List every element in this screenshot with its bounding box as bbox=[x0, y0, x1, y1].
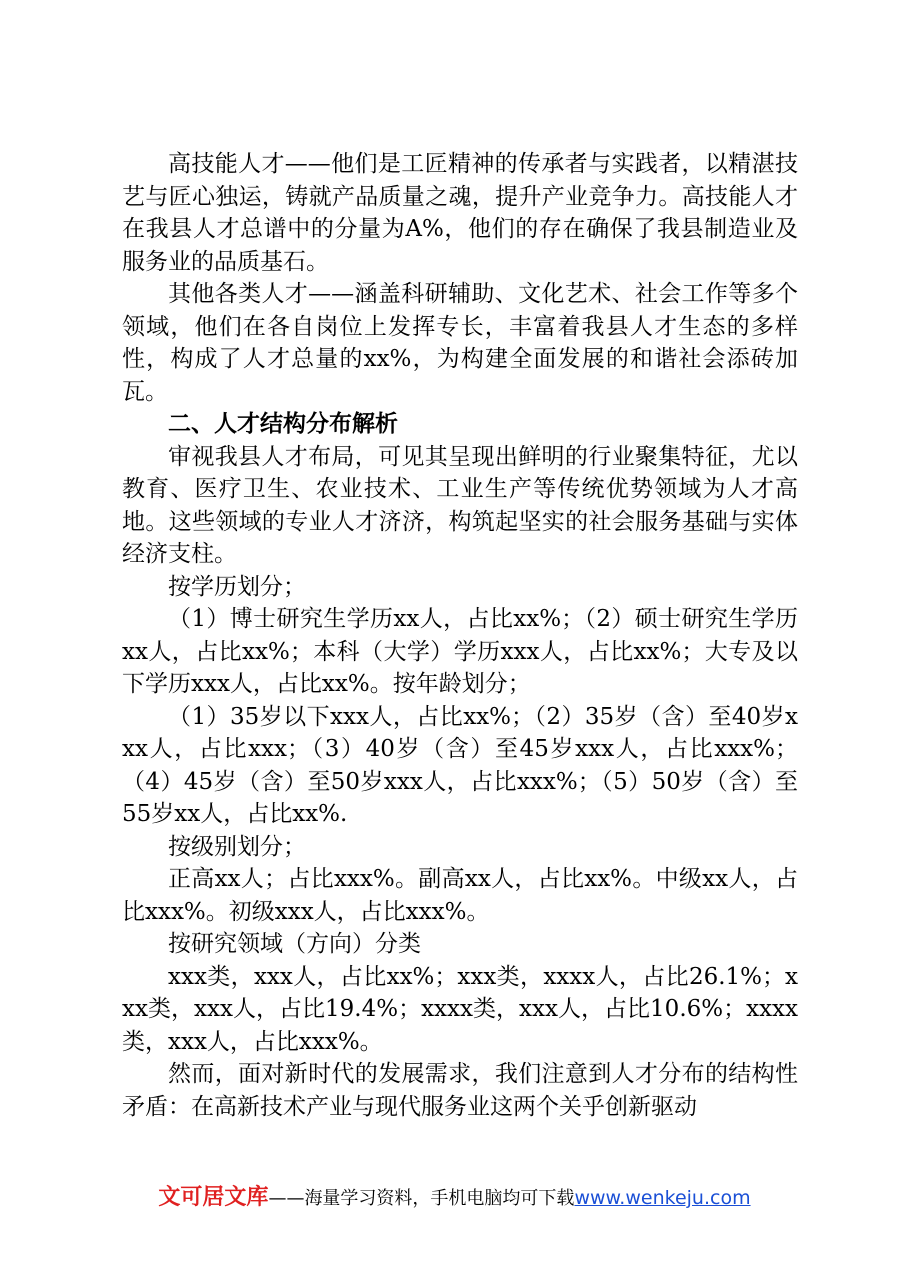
paragraph-level-label: 按级别划分； bbox=[168, 833, 306, 860]
paragraph-age-stats: （1）35岁以下xxx人，占比xx%；（2）35岁（含）至40岁xxx人，占比xxx；（3）40岁（含）至45岁xxx人，占比xxx%；（4）45岁（含）至50岁xxx人，占比xxx%；（5）50岁（含）至55岁xx人，占比xx%. bbox=[122, 703, 798, 827]
footer-watermark bbox=[0, 1180, 909, 1211]
paragraph-level-stats: 正高xx人；占比xxx%。副高xx人，占比xx%。中级xx人，占比xxx%。初级xxx人，占比xxx%。 bbox=[122, 866, 798, 925]
paragraph-other-talent: 其他各类人才——涵盖科研辅助、文化艺术、社会工作等多个领域，他们在各自岗位上发挥专长，丰富着我县人才生态的多样性，构成了人才总量的xx%，为构建全面发展的和谐社会添砖加瓦。 bbox=[122, 281, 798, 405]
paragraph-field-stats: xxx类，xxx人，占比xx%；xxx类，xxxx人，占比26.1%；xxx类，xxx人，占比19.4%；xxxx类，xxx人，占比10.6%；xxxx类，xxx人，占比xxx%。 bbox=[122, 963, 798, 1055]
footer-brand: 文可居文库 bbox=[158, 1185, 269, 1210]
paragraph-structural-issue: 然而，面对新时代的发展需求，我们注意到人才分布的结构性矛盾：在高新技术产业与现代服务业这两个关乎创新驱动 bbox=[122, 1061, 798, 1120]
paragraph-education-stats: （1）博士研究生学历xx人，占比xx%；（2）硕士研究生学历xx人，占比xx%；本科（大学）学历xxx人，占比xx%；大专及以下学历xxx人，占比xx%。按年龄划分； bbox=[122, 606, 798, 697]
paragraph-high-skill-talent: 高技能人才——他们是工匠精神的传承者与实践者，以精湛技艺与匠心独运，铸就产品质量之魂，提升产业竞争力。高技能人才在我县人才总谱中的分量为A%，他们的存在确保了我县制造业及服务业的品质基石。 bbox=[122, 151, 798, 275]
section-heading: 二、人才结构分布解析 bbox=[168, 410, 398, 437]
paragraph-education-label: 按学历划分； bbox=[168, 573, 306, 600]
document-body bbox=[122, 148, 798, 1123]
footer-tagline: ——海量学习资料，手机电脑均可下载 bbox=[268, 1188, 575, 1209]
footer-site-link[interactable]: www.wenkeju.com bbox=[574, 1187, 751, 1209]
paragraph-field-label: 按研究领域（方向）分类 bbox=[168, 931, 421, 957]
paragraph-layout-overview: 审视我县人才布局，可见其呈现出鲜明的行业聚集特征，尤以教育、医疗卫生、农业技术、工业生产等传统优势领域为人才高地。这些领域的专业人才济济，构筑起坚实的社会服务基础与实体经济支柱。 bbox=[122, 443, 798, 567]
